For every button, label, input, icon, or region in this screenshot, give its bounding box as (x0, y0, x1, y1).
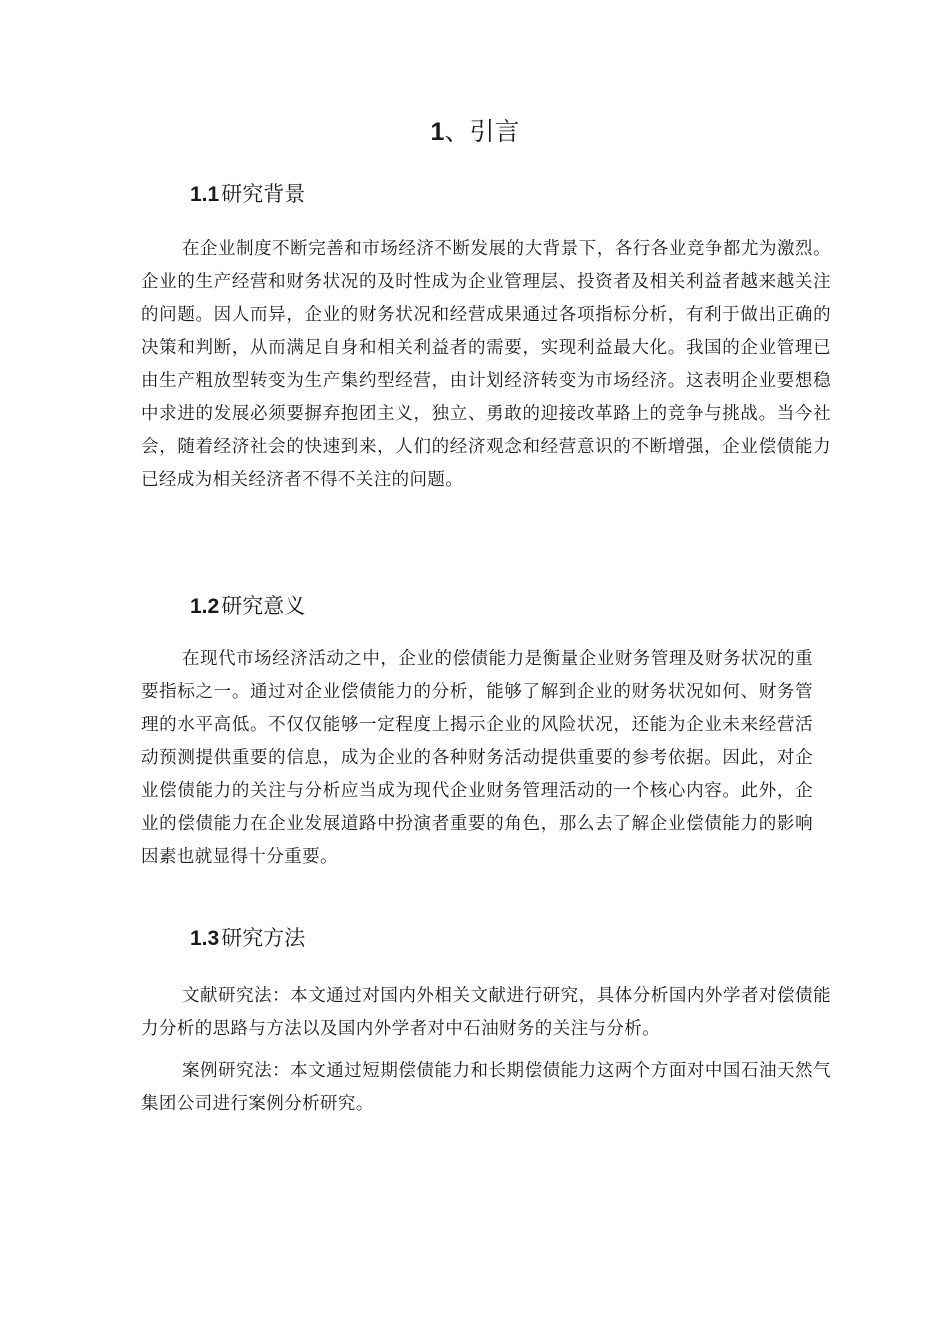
section-number: 1.2 (190, 595, 220, 618)
section-heading-methods (190, 922, 305, 955)
section-heading-significance (190, 590, 305, 623)
paragraph-background: 在企业制度不断完善和市场经济不断发展的大背景下，各行各业竞争都尤为激烈。企业的生产经营和财务状况的及时性成为企业管理层、投资者及相关利益者越来越关注的问题。因人而异，企业的财务状况和经营成果通过各项指标分析，有利于做出正确的决策和判断，从而满足自身和相关利益者的需要，实现利益最大化。我国的企业管理已由生产粗放型转变为生产集约型经营，由计划经济转变为市场经济。这表明企业要想稳中求进的发展必须要摒弃抱团主义，独立、勇敢的迎接改革路上的竞争与挑战。当今社会，随着经济社会的快速到来，人们的经济观念和经营意识的不断增强，企业偿债能力已经成为相关经济者不得不关注的问题。 (141, 239, 831, 490)
section-title: 研究方法 (221, 926, 306, 950)
paragraph-significance: 在现代市场经济活动之中，企业的偿债能力是衡量企业财务管理及财务状况的重要指标之一。通过对企业偿债能力的分析，能够了解到企业的财务状况如何、财务管理的水平高低。不仅仅能够一定程度上揭示企业的风险状况，还能为企业未来经营活动预测提供重要的信息，成为企业的各种财务活动提供重要的参考依据。因此，对企业偿债能力的关注与分析应当成为现代企业财务管理活动的一个核心内容。此外，企业的偿债能力在企业发展道路中扮演者重要的角色，那么去了解企业偿债能力的影响因素也就显得十分重要。 (141, 649, 813, 867)
section-number: 1.1 (190, 183, 220, 206)
paragraph-literature-method: 文献研究法：本文通过对国内外相关文献进行研究，具体分析国内外学者对偿债能力分析的思路与方法以及国内外学者对中石油财务的关注与分析。 (141, 986, 831, 1039)
section-title: 研究背景 (221, 182, 306, 206)
section-number: 1.3 (190, 927, 220, 950)
chapter-number: 1 (430, 118, 445, 146)
section-heading-background (190, 178, 305, 211)
section-title: 研究意义 (221, 594, 306, 618)
paragraph-case-method: 案例研究法：本文通过短期偿债能力和长期偿债能力这两个方面对中国石油天然气集团公司进行案例分析研究。 (141, 1061, 831, 1114)
chapter-title (0, 112, 950, 152)
chapter-title-text: 、引言 (444, 117, 520, 146)
